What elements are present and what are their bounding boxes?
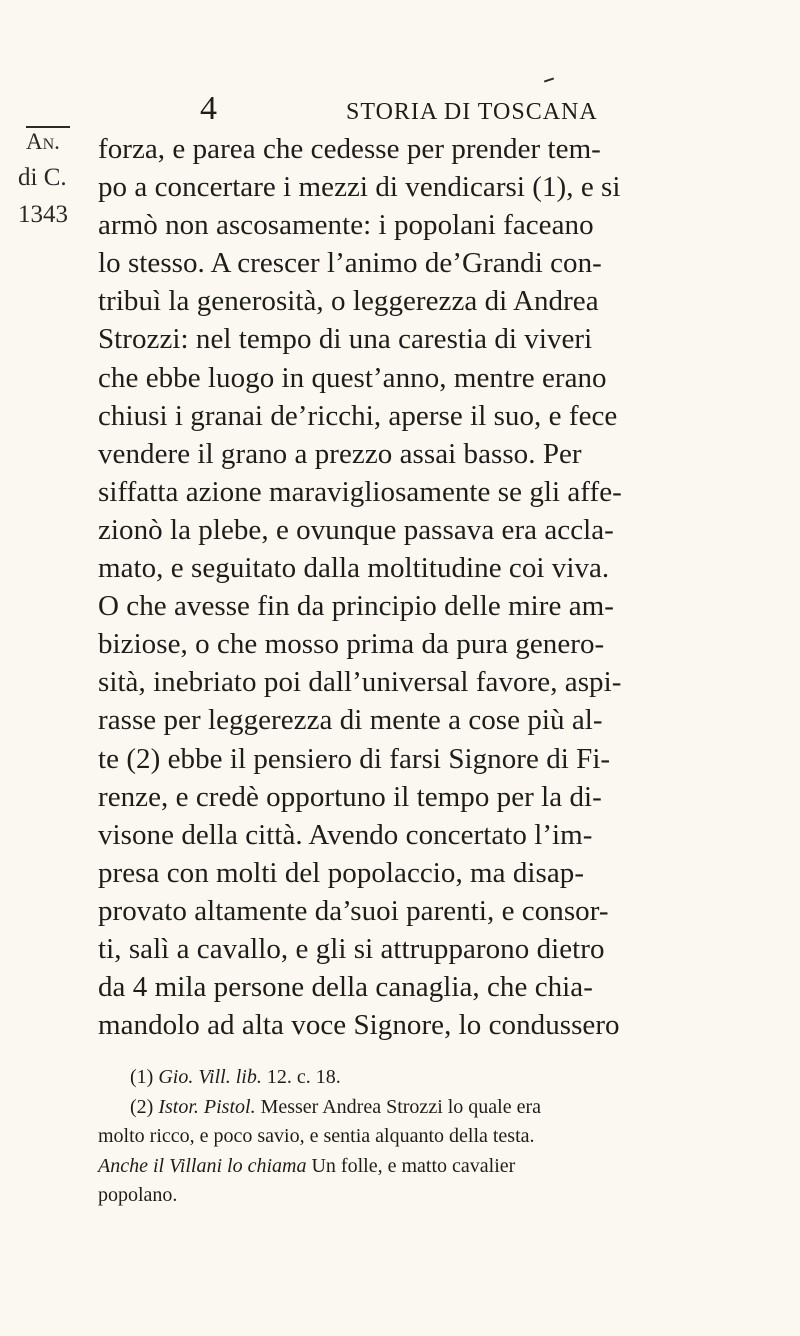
page-header — [0, 92, 800, 132]
footnote-2-line-3 — [98, 1152, 778, 1182]
text-line: Strozzi: nel tempo di una carestia di viveri — [98, 323, 593, 356]
printing-mark — [544, 78, 554, 83]
margin-di-c-label: di C. — [18, 164, 67, 191]
footnote-2-line-4: popolano. — [98, 1184, 178, 1206]
footnotes — [98, 1063, 778, 1211]
text-line: presa con molti del popolaccio, ma disap- — [98, 856, 585, 889]
text-line: renze, e credè opportuno il tempo per la di- — [98, 780, 602, 813]
footnote-marker: (1) — [130, 1066, 159, 1088]
text-line: chiusi i granai de’ricchi, aperse il suo, e fece — [98, 399, 618, 432]
text-line: mandolo ad alta voce Signore, lo condussero — [98, 1009, 620, 1042]
text-line: rasse per leggerezza di mente a cose più al- — [98, 704, 603, 737]
text-line: biziose, o che mosso prima da pura genero- — [98, 628, 605, 661]
footnote-citation: Gio. Vill. lib. — [158, 1066, 262, 1088]
text-line: zionò la plebe, e ovunque passava era accla- — [98, 513, 614, 546]
footnote-citation: Istor. Pistol. — [158, 1095, 256, 1118]
text-line: visone della città. Avendo concertato l’im- — [98, 818, 593, 851]
text-line: tribuì la generosità, o leggerezza di Andrea — [98, 285, 599, 318]
text-line: armò non ascosamente: i popolani faceano — [98, 209, 594, 242]
text-line: ti, salì a cavallo, e gli si attrupparono dietro — [98, 932, 605, 965]
footnote-italic-text: Anche il Villani lo chiama — [98, 1154, 307, 1177]
text-line: provato altamente da’suoi parenti, e consor- — [98, 894, 609, 927]
footnote-marker: (2) — [130, 1095, 159, 1118]
text-line: mato, e seguitato dalla moltitudine coi viva. — [98, 552, 610, 585]
margin-year-label: 1343 — [18, 201, 68, 228]
footnote-text: 12. c. 18. — [261, 1066, 341, 1088]
text-line: po a concertare i mezzi di vendicarsi (1), e si — [98, 171, 621, 204]
text-line: forza, e parea che cedesse per prender tem- — [98, 133, 601, 165]
text-line: da 4 mila persone della canaglia, che chia- — [98, 971, 593, 1004]
text-line: sità, inebriato poi dall’universal favore, aspi- — [98, 666, 622, 699]
text-line: lo stesso. A crescer l’animo de’Grandi con- — [98, 247, 602, 280]
text-line: te (2) ebbe il pensiero di farsi Signore di Fi- — [98, 742, 611, 775]
footnote-1 — [98, 1063, 778, 1093]
footnote-text: Messer Andrea Strozzi lo quale era — [255, 1095, 542, 1118]
running-title: STORIA DI TOSCANA — [346, 99, 598, 125]
footnote-2-line-2: molto ricco, e poco savio, e sentia alquanto della testa. — [98, 1125, 535, 1147]
footnote-2-line-1 — [98, 1093, 778, 1123]
footnote-text: Un folle, e matto cavalier — [306, 1154, 516, 1177]
main-text-block — [98, 130, 778, 1044]
text-line: O che avesse fin da principio delle mire am- — [98, 590, 614, 623]
margin-an-label: An. — [26, 126, 70, 154]
text-line: che ebbe luogo in quest’anno, mentre erano — [98, 361, 607, 394]
page-number: 4 — [200, 90, 217, 127]
text-line: siffatta azione maravigliosamente se gli affe- — [98, 475, 622, 508]
text-line: vendere il grano a prezzo assai basso. Per — [98, 437, 582, 470]
